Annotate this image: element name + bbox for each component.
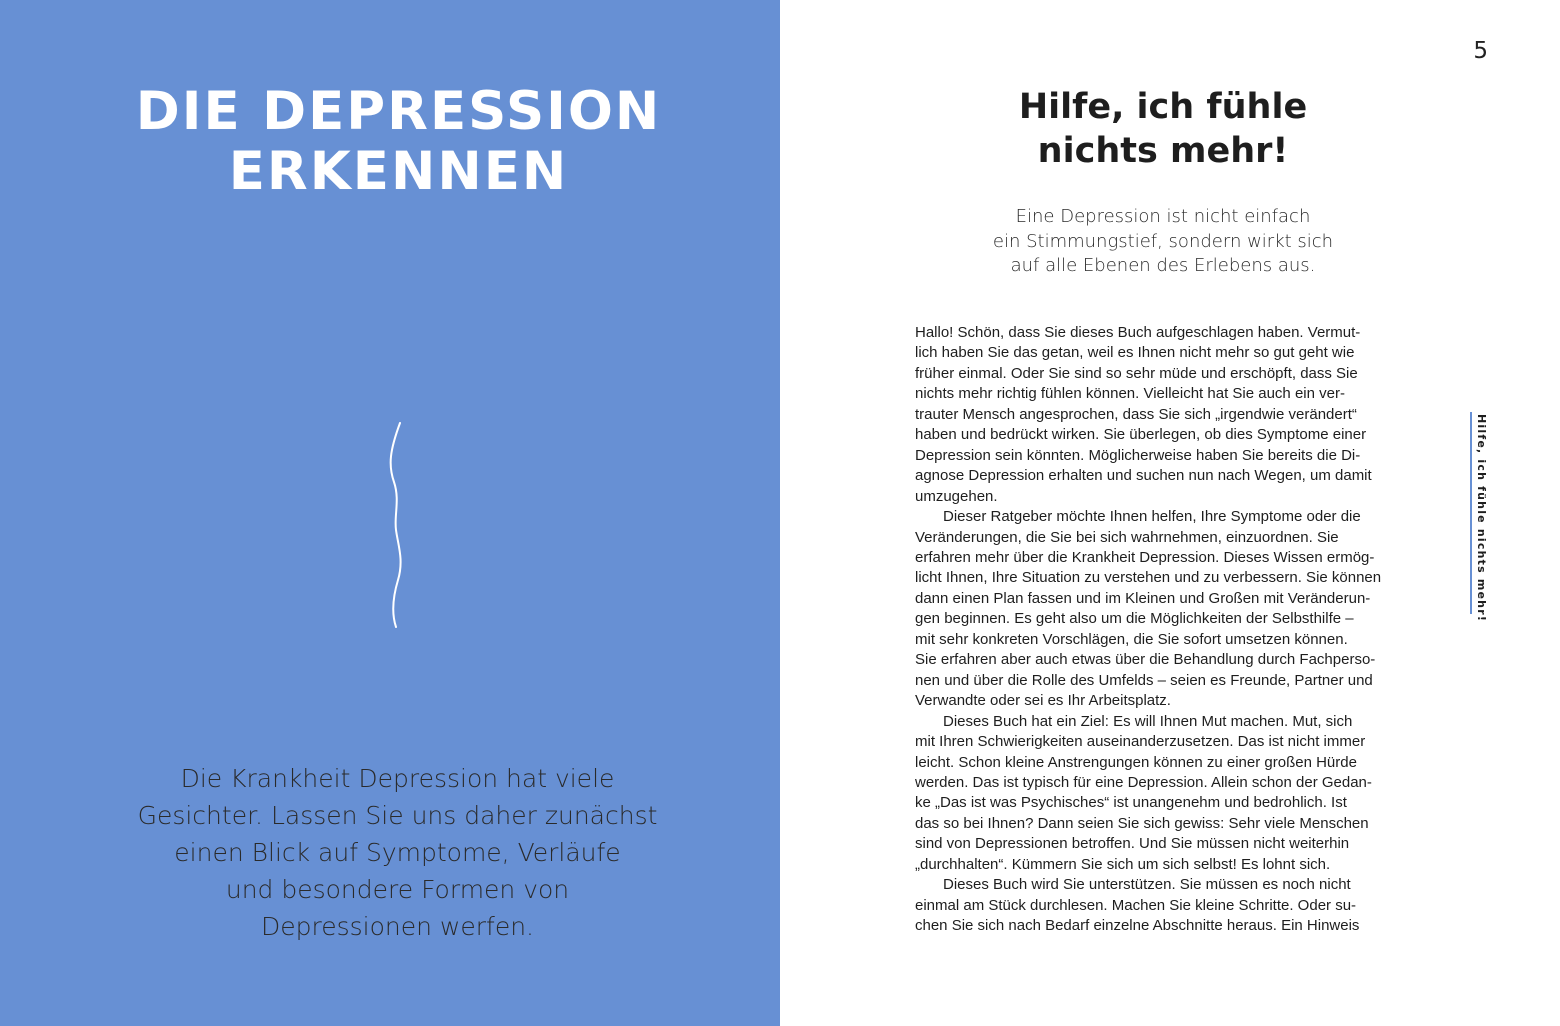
body-line: umzugehen.	[915, 487, 998, 505]
chapter-side-tab	[1470, 412, 1492, 623]
article-title	[920, 85, 1406, 173]
body-line: „durchhalten“. Kümmern Sie sich um sich selbst! Es lohnt sich.	[915, 855, 1331, 873]
body-line: licht Ihnen, Ihre Situation zu verstehen und zu verbessern. Sie können	[915, 569, 1382, 587]
body-line: Veränderungen, die Sie bei sich wahrnehmen, einzuordnen. Sie	[915, 528, 1339, 546]
intro-line: Die Krankheit Depression hat viele	[180, 764, 615, 793]
body-line: ke „Das ist was Psychisches“ ist unangenehm und bedrohlich. Ist	[915, 794, 1347, 812]
body-line: nichts mehr richtig fühlen können. Vielleicht hat Sie auch ein ver-	[915, 385, 1345, 403]
page-number: 5	[1473, 38, 1488, 64]
body-line: lich haben Sie das getan, weil es Ihnen nicht mehr so gut geht wie	[915, 344, 1355, 362]
body-line: Dieser Ratgeber möchte Ihnen helfen, Ihre Symptome oder die	[943, 508, 1361, 526]
body-line: einmal am Stück durchlesen. Machen Sie kleine Schritte. Oder su-	[915, 896, 1357, 914]
body-line: chen Sie sich nach Bedarf einzelne Abschnitte heraus. Ein Hinweis	[915, 917, 1360, 935]
body-line: werden. Das ist typisch für eine Depression. Allein schon der Gedan-	[915, 773, 1372, 791]
intro-line: Gesichter. Lassen Sie uns daher zunächst	[137, 801, 658, 830]
lead-line: auf alle Ebenen des Erlebens aus.	[1010, 255, 1316, 276]
body-line: Depression sein könnten. Möglicherweise haben Sie bereits die Di-	[915, 446, 1361, 464]
body-line: erfahren mehr über die Krankheit Depression. Dieses Wissen ermög-	[915, 548, 1375, 566]
body-line: trauter Mensch angesprochen, dass Sie sich „irgendwie verändert“	[915, 405, 1357, 423]
side-tab-label: Hilfe, ich fühle nichts mehr!	[1475, 414, 1488, 623]
intro-line: Depressionen werfen.	[261, 912, 534, 941]
body-line: das so bei Ihnen? Dann seien Sie sich gewiss: Sehr viele Menschen	[915, 814, 1369, 832]
body-line: mit sehr konkreten Vorschlägen, die Sie sofort umsetzen können.	[915, 630, 1348, 648]
body-line: früher einmal. Oder Sie sind so sehr müde und erschöpft, dass Sie	[915, 364, 1358, 382]
right-page	[780, 0, 1560, 1026]
body-line: sind von Depressionen betroffen. Und Sie müssen nicht weiterhin	[915, 835, 1350, 853]
chapter-title-line: ERKENNEN	[228, 141, 569, 202]
chapter-intro	[120, 760, 675, 945]
chapter-title	[0, 82, 797, 202]
intro-line: und besondere Formen von	[225, 875, 570, 904]
intro-line: einen Blick auf Symptome, Verläufe	[174, 838, 621, 867]
lead-line: ein Stimmungstief, sondern wirkt sich	[992, 230, 1334, 252]
article-title-line: Hilfe, ich fühle	[1018, 87, 1308, 127]
body-line: nen und über die Rolle des Umfelds – seien es Freunde, Partner und	[915, 671, 1373, 689]
body-line: haben und bedrückt wirken. Sie überlegen, ob dies Symptome einer	[915, 426, 1367, 444]
body-line: leicht. Schon kleine Anstrengungen können zu einer großen Hürde	[915, 753, 1357, 771]
body-line: dann einen Plan fassen und im Kleinen und Großen mit Veränderun-	[915, 589, 1371, 607]
body-line: gen beginnen. Es geht also um die Möglichkeiten der Selbsthilfe –	[915, 610, 1354, 628]
body-line: Dieses Buch wird Sie unterstützen. Sie müssen es noch nicht	[943, 876, 1351, 894]
chapter-title-line: DIE DEPRESSION	[135, 81, 662, 142]
body-line: agnose Depression erhalten und suchen nun nach Wegen, um damit	[915, 467, 1372, 485]
lead-line: Eine Depression ist nicht einfach	[1015, 206, 1311, 227]
article-title-line: nichts mehr!	[1037, 131, 1289, 171]
body-text	[915, 323, 1427, 937]
wavy-line-icon	[380, 420, 412, 630]
body-line: Sie erfahren aber auch etwas über die Behandlung durch Fachperso-	[915, 651, 1376, 669]
body-line: Hallo! Schön, dass Sie dieses Buch aufgeschlagen haben. Vermut-	[915, 324, 1361, 341]
body-line: Verwandte oder sei es Ihr Arbeitsplatz.	[915, 692, 1171, 710]
body-line: mit Ihren Schwierigkeiten auseinanderzusetzen. Das ist nicht immer	[915, 733, 1366, 751]
lead-paragraph	[920, 205, 1406, 279]
body-line: Dieses Buch hat ein Ziel: Es will Ihnen Mut machen. Mut, sich	[943, 712, 1353, 730]
